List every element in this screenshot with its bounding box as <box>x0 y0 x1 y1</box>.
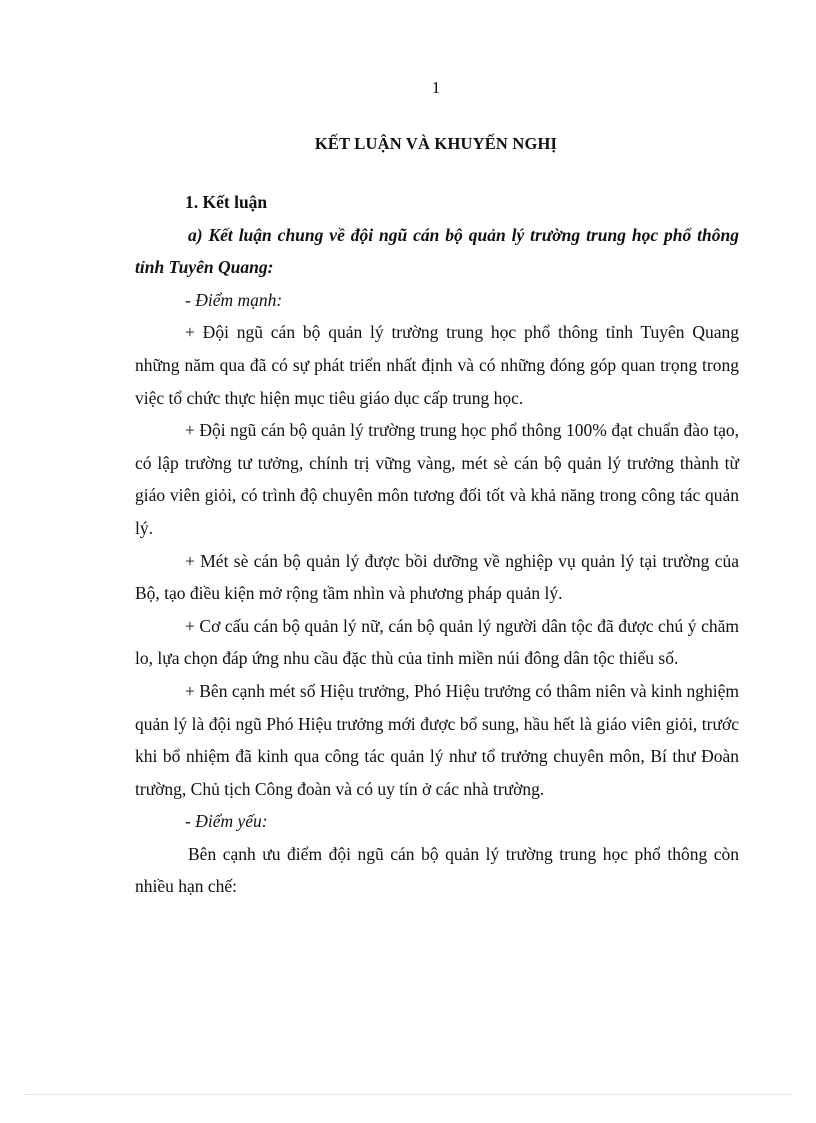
page-bottom-divider <box>24 1094 792 1095</box>
weaknesses-label: - Điểm yếu: <box>185 811 268 832</box>
page-number: 1 <box>431 78 441 97</box>
chapter-title: KẾT LUẬN VÀ KHUYẾN NGHỊ <box>314 134 558 153</box>
strength-paragraph-5: + Bên cạnh mét số Hiệu trưởng, Phó Hiệu trưởng có thâm niên và kinh nghiệm quản lý là đội ngũ Phó Hiệu trưởng mới được bổ sung, hầu hết là giáo viên giỏi, trước khi bổ nhiệm đã kinh qua công tác quản lý như tổ trưởng chuyên môn, Bí thư Đoàn trường, Chủ tịch Công đoàn và có uy tín ở các nhà trường. <box>135 680 739 799</box>
strength-paragraph-4: + Cơ cấu cán bộ quản lý nữ, cán bộ quản lý người dân tộc đã được chú ý chăm lo, lựa chọn đáp ứng nhu cầu đặc thù của tỉnh miền núi đông dân tộc thiểu số. <box>135 615 739 669</box>
strengths-label: - Điểm mạnh: <box>185 289 283 310</box>
strength-paragraph-2: + Đội ngũ cán bộ quản lý trường trung học phổ thông 100% đạt chuẩn đào tạo, có lập trường tư tưởng, chính trị vững vàng, mét sè cán bộ quản lý trưởng thành từ giáo viên giỏi, có trình độ chuyên môn tương đối tốt và khả năng trong công tác quản lý. <box>135 420 739 538</box>
section-heading: 1. Kết luận <box>185 192 268 212</box>
strength-paragraph-1: + Đội ngũ cán bộ quản lý trường trung học phổ thông tỉnh Tuyên Quang những năm qua đã có sự phát triển nhất định và có những đóng góp quan trọng trong việc tổ chức thực hiện mục tiêu giáo dục cấp trung học. <box>135 322 739 408</box>
subsection-heading: a) Kết luận chung về đội ngũ cán bộ quản lý trường trung học phổ thông tỉnh Tuyên Quang: <box>135 224 739 278</box>
weaknesses-intro: Bên cạnh ưu điểm đội ngũ cán bộ quản lý trường trung học phổ thông còn nhiều hạn chế: <box>135 843 739 897</box>
strength-paragraph-3: + Mét sè cán bộ quản lý được bồi dưỡng về nghiệp vụ quản lý tại trường của Bộ, tạo điều kiện mở rộng tầm nhìn và phương pháp quản lý. <box>135 550 739 604</box>
document-body <box>135 186 739 903</box>
